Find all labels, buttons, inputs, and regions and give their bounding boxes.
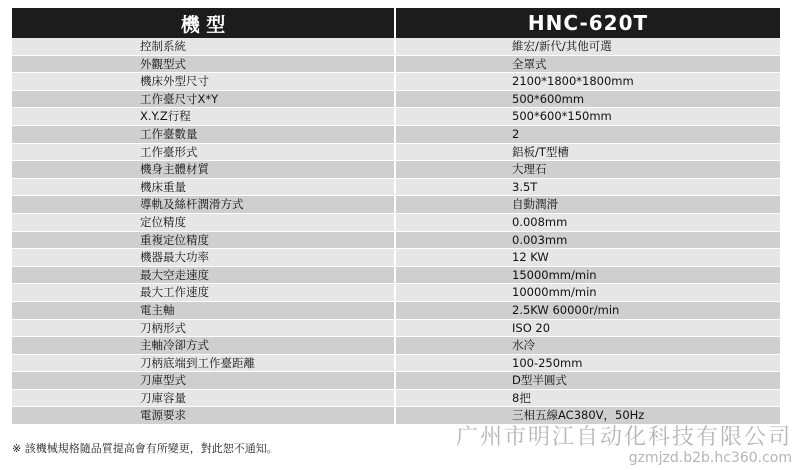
- table-row: [12, 38, 780, 55]
- table-row: [12, 196, 780, 214]
- table-row: [12, 231, 780, 249]
- spec-label: 最大工作速度: [12, 284, 395, 302]
- table-row: [12, 319, 780, 337]
- spec-value: D型半圓式: [395, 372, 780, 390]
- watermark: [456, 426, 792, 466]
- spec-label: 機器最大功率: [12, 249, 395, 267]
- spec-value: 水冷: [395, 337, 780, 355]
- spec-value: 12 KW: [395, 249, 780, 267]
- table-row: [12, 284, 780, 302]
- spec-value: 三相五線AC380V，50Hz: [395, 407, 780, 425]
- spec-label: 工作臺尺寸X*Y: [12, 90, 395, 108]
- spec-label: 定位精度: [12, 213, 395, 231]
- spec-label: 機身主體材質: [12, 161, 395, 179]
- table-row: [12, 249, 780, 267]
- table-row: [12, 178, 780, 196]
- spec-value: 2100*1800*1800mm: [395, 73, 780, 91]
- table-row: [12, 125, 780, 143]
- table-row: [12, 55, 780, 73]
- spec-value: 全罩式: [395, 55, 780, 73]
- table-row: [12, 389, 780, 407]
- spec-label: 電主軸: [12, 301, 395, 319]
- table-row: [12, 372, 780, 390]
- spec-label: 主軸冷卻方式: [12, 337, 395, 355]
- spec-label: 刀庫容量: [12, 389, 395, 407]
- table-row: [12, 73, 780, 91]
- spec-label: 機床外型尺寸: [12, 73, 395, 91]
- spec-table-body: [12, 38, 780, 425]
- spec-label: 外觀型式: [12, 55, 395, 73]
- spec-value: 8把: [395, 389, 780, 407]
- table-row: [12, 407, 780, 425]
- spec-label: 重複定位精度: [12, 231, 395, 249]
- table-row: [12, 108, 780, 126]
- spec-value: 15000mm/min: [395, 266, 780, 284]
- header-label-column: 機 型: [12, 8, 395, 38]
- spec-label: 工作臺形式: [12, 143, 395, 161]
- watermark-url: gzmjzd.b2b.hc360.com: [628, 450, 792, 466]
- table-row: [12, 354, 780, 372]
- spec-value: 0.008mm: [395, 213, 780, 231]
- spec-label: 控制系統: [12, 38, 395, 55]
- spec-value: 2: [395, 125, 780, 143]
- table-row: [12, 90, 780, 108]
- table-row: [12, 301, 780, 319]
- spec-table: [12, 8, 780, 425]
- watermark-company: 广州市明江自动化科技有限公司: [455, 425, 792, 450]
- spec-value: 500*600mm: [395, 90, 780, 108]
- table-row: [12, 143, 780, 161]
- spec-value: 100-250mm: [395, 354, 780, 372]
- spec-value: 大理石: [395, 161, 780, 179]
- spec-label: 刀柄形式: [12, 319, 395, 337]
- spec-label: 機床重量: [12, 178, 395, 196]
- spec-label: 最大空走速度: [12, 266, 395, 284]
- spec-value: 自動潤滑: [395, 196, 780, 214]
- spec-label: 刀庫型式: [12, 372, 395, 390]
- spec-value: 3.5T: [395, 178, 780, 196]
- table-header-row: [12, 8, 780, 38]
- spec-value: ISO 20: [395, 319, 780, 337]
- footnote: ※ 該機械規格隨品質提高會有所變更，對此恕不通知。: [12, 442, 278, 455]
- spec-value: 鋁板/T型槽: [395, 143, 780, 161]
- table-row: [12, 337, 780, 355]
- spec-value: 10000mm/min: [395, 284, 780, 302]
- table-row: [12, 213, 780, 231]
- spec-value: 維宏/新代/其他可選: [395, 38, 780, 55]
- table-row: [12, 161, 780, 179]
- spec-value: 0.003mm: [395, 231, 780, 249]
- table-row: [12, 266, 780, 284]
- spec-label: X.Y.Z行程: [12, 108, 395, 126]
- header-model-name: HNC-620T: [395, 8, 780, 38]
- spec-label: 工作臺數量: [12, 125, 395, 143]
- spec-value: 500*600*150mm: [395, 108, 780, 126]
- spec-label: 導軌及絲杆潤滑方式: [12, 196, 395, 214]
- spec-value: 2.5KW 60000r/min: [395, 301, 780, 319]
- spec-label: 電源要求: [12, 407, 395, 425]
- spec-label: 刀柄底端到工作臺距離: [12, 354, 395, 372]
